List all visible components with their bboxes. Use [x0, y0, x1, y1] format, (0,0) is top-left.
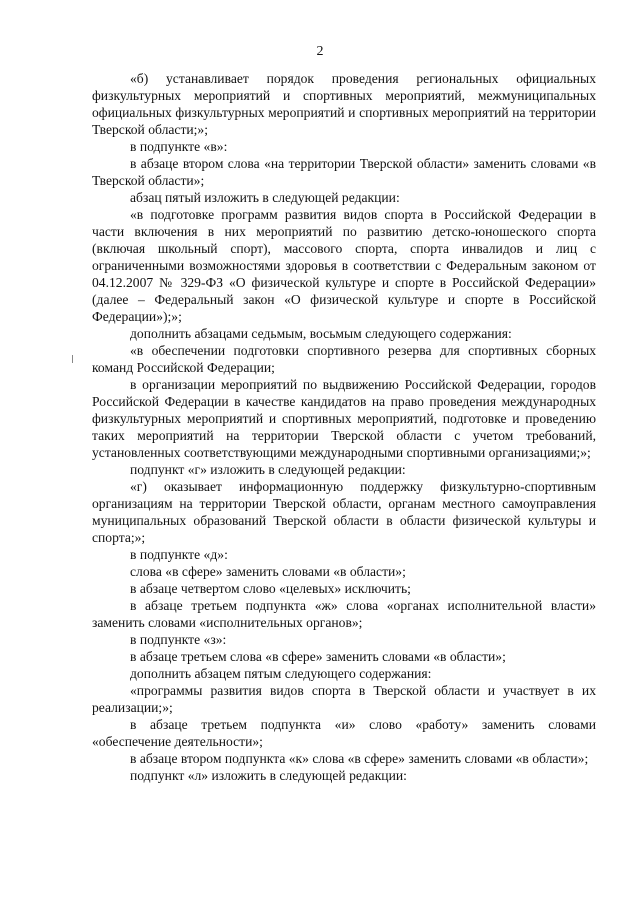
paragraph: дополнить абзацем пятым следующего содержания: [130, 666, 432, 681]
paragraph: в абзаце четвертом слово «целевых» исключить; [130, 581, 411, 596]
paragraph: «в обеспечении подготовки спортивного резерва для спортивных сборных команд Российской Федерации; [92, 343, 596, 375]
paragraph: в абзаце втором слова «на территории Тверской области» заменить словами «в Тверской области»; [92, 156, 596, 188]
paragraph: дополнить абзацами седьмым, восьмым следующего содержания: [130, 326, 512, 341]
paragraph: «б) устанавливает порядок проведения региональных официальных физкультурных мероприятий и спортивных мероприятий, межмуниципальных официальных физкультурных мероприятий и спортивных мероприятий на территории Тверской области;»; [92, 71, 596, 137]
margin-mark [72, 355, 73, 363]
paragraph: подпункт «л» изложить в следующей редакции: [130, 768, 407, 783]
paragraph: «г) оказывает информационную поддержку физкультурно-спортивным организациям на территории Тверской области, органам местного самоуправления муниципальных образований Тверской области в области физической культуры и спорта;»; [92, 479, 596, 545]
paragraph: слова «в сфере» заменить словами «в области»; [130, 564, 406, 579]
paragraph: в подпункте «д»: [130, 547, 228, 562]
paragraph: в абзаце третьем слова «в сфере» заменить словами «в области»; [130, 649, 506, 664]
paragraph: в абзаце третьем подпункта «и» слово «работу» заменить словами «обеспечение деятельности»; [92, 717, 596, 749]
paragraph: в организации мероприятий по выдвижению Российской Федерации, городов Российской Федерации в качестве кандидатов на право проведения международных физкультурных мероприятий и спортивных мероприятий, подготовке и проведению таких мероприятий на территории Тверской области с учетом требований, установленных соответствующими международными спортивными организациями;»; [92, 377, 596, 460]
paragraph: в подпункте «в»: [130, 139, 228, 154]
document-body [92, 70, 596, 784]
paragraph: «в подготовке программ развития видов спорта в Российской Федерации в части включения в них мероприятий по развитию детско-юношеского спорта (включая школьный спорт), массового спорта, спорта инвалидов и лиц с ограниченными возможностями здоровья в соответствии с Федеральным законом от 04.12.2007 № 329-ФЗ «О физической культуре и спорте в Российской Федерации» (далее – Федеральный закон «О физической культуре и спорте в Российской Федерации»);»; [92, 207, 596, 324]
paragraph: абзац пятый изложить в следующей редакции: [130, 190, 400, 205]
paragraph: в абзаце втором подпункта «к» слова «в сфере» заменить словами «в области»; [130, 751, 589, 766]
paragraph: в подпункте «з»: [130, 632, 227, 647]
page-number: 2 [316, 44, 324, 59]
paragraph: в абзаце третьем подпункта «ж» слова «органах исполнительной власти» заменить словами «исполнительных органов»; [92, 598, 596, 630]
paragraph: «программы развития видов спорта в Тверской области и участвует в их реализации;»; [92, 683, 596, 715]
paragraph: подпункт «г» изложить в следующей редакции: [130, 462, 406, 477]
